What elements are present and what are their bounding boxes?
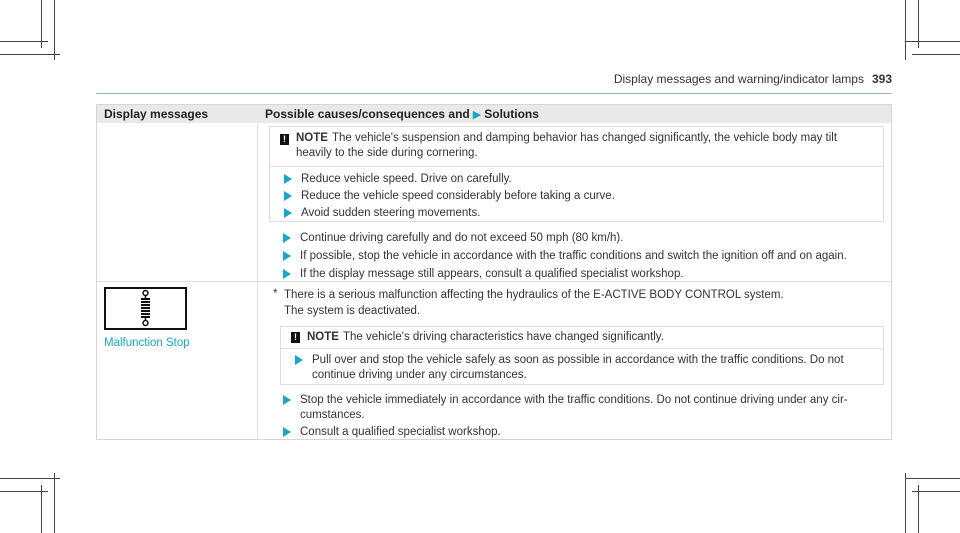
suspension-spring-icon — [104, 287, 187, 330]
cause-asterisk: * — [273, 288, 278, 300]
note-step: Avoid sudden steering movements. — [301, 207, 481, 219]
warning-mark-icon: ! — [291, 332, 300, 343]
step-arrow-icon — [284, 208, 292, 218]
crop-mark — [918, 485, 919, 533]
solution-step: Continue driving carefully and do not exceed 50 mph (80 km/h). — [300, 232, 624, 244]
cause-text: There is a serious malfunction affecting the hydraulics of the E-ACTIVE BODY CONTROL system. — [284, 289, 784, 301]
solution-step: If possible, stop the vehicle in accordance with the traffic conditions and switch the ignition off and on again. — [300, 250, 847, 262]
step-arrow-icon — [283, 233, 291, 243]
running-title: Display messages and warning/indicator lamps — [613, 72, 864, 86]
crop-mark — [41, 485, 42, 533]
crop-mark — [905, 473, 906, 533]
note-label: NOTE — [307, 331, 339, 343]
note-text: NOTE The vehicle's suspension and damping behavior has changed significantly, the vehicle body may tilt heavily to the side during cornering. — [296, 132, 838, 159]
step-arrow-icon — [283, 251, 291, 261]
note-box — [269, 126, 884, 222]
solution-step: Consult a qualified specialist workshop. — [300, 426, 501, 438]
note-divider — [281, 348, 883, 349]
note-divider — [270, 166, 883, 167]
play-arrow-icon: ▶ — [472, 108, 482, 121]
crop-mark — [905, 478, 960, 479]
crop-mark — [54, 473, 55, 533]
column-header-display-messages: Display messages — [104, 107, 209, 121]
table-header — [97, 105, 891, 123]
crop-mark — [912, 491, 960, 492]
crop-mark — [905, 41, 960, 42]
running-header — [614, 72, 892, 86]
crop-mark — [912, 54, 960, 55]
step-arrow-icon — [284, 174, 292, 184]
step-arrow-icon — [283, 395, 291, 405]
note-label: NOTE — [296, 132, 328, 144]
page-number: 393 — [871, 72, 892, 86]
column-header-causes-solutions: Possible causes/consequences and ▶ Solutions — [265, 107, 539, 121]
step-arrow-icon — [284, 191, 292, 201]
step-arrow-icon — [295, 355, 303, 365]
solution-step: Stop the vehicle immediately in accordance with the traffic conditions. Do not continue driving under any cir- cumstances. — [300, 394, 848, 421]
deactivated-text: The system is deactivated. — [284, 305, 421, 317]
crop-mark — [0, 41, 48, 42]
display-messages-table — [96, 104, 892, 440]
step-arrow-icon — [283, 427, 291, 437]
note-box — [280, 326, 884, 385]
note-step: Reduce the vehicle speed considerably before taking a curve. — [301, 190, 615, 202]
crop-mark — [0, 54, 60, 55]
warning-mark-icon: ! — [280, 134, 289, 145]
display-message-label: Malfunction Stop — [104, 337, 190, 349]
crop-mark — [905, 0, 906, 60]
crop-mark — [54, 0, 55, 60]
crop-mark — [0, 478, 60, 479]
note-text: NOTE The vehicle's driving characteristics have changed significantly. — [307, 331, 664, 343]
note-step: Pull over and stop the vehicle safely as soon as possible in accordance with the traffic conditions. Do not continue driving under any circumstances. — [312, 354, 844, 381]
note-step: Reduce vehicle speed. Drive on carefully. — [301, 173, 512, 185]
solution-step: If the display message still appears, consult a qualified specialist workshop. — [300, 268, 684, 280]
crop-mark — [0, 491, 48, 492]
header-rule — [96, 93, 892, 94]
step-arrow-icon — [283, 269, 291, 279]
